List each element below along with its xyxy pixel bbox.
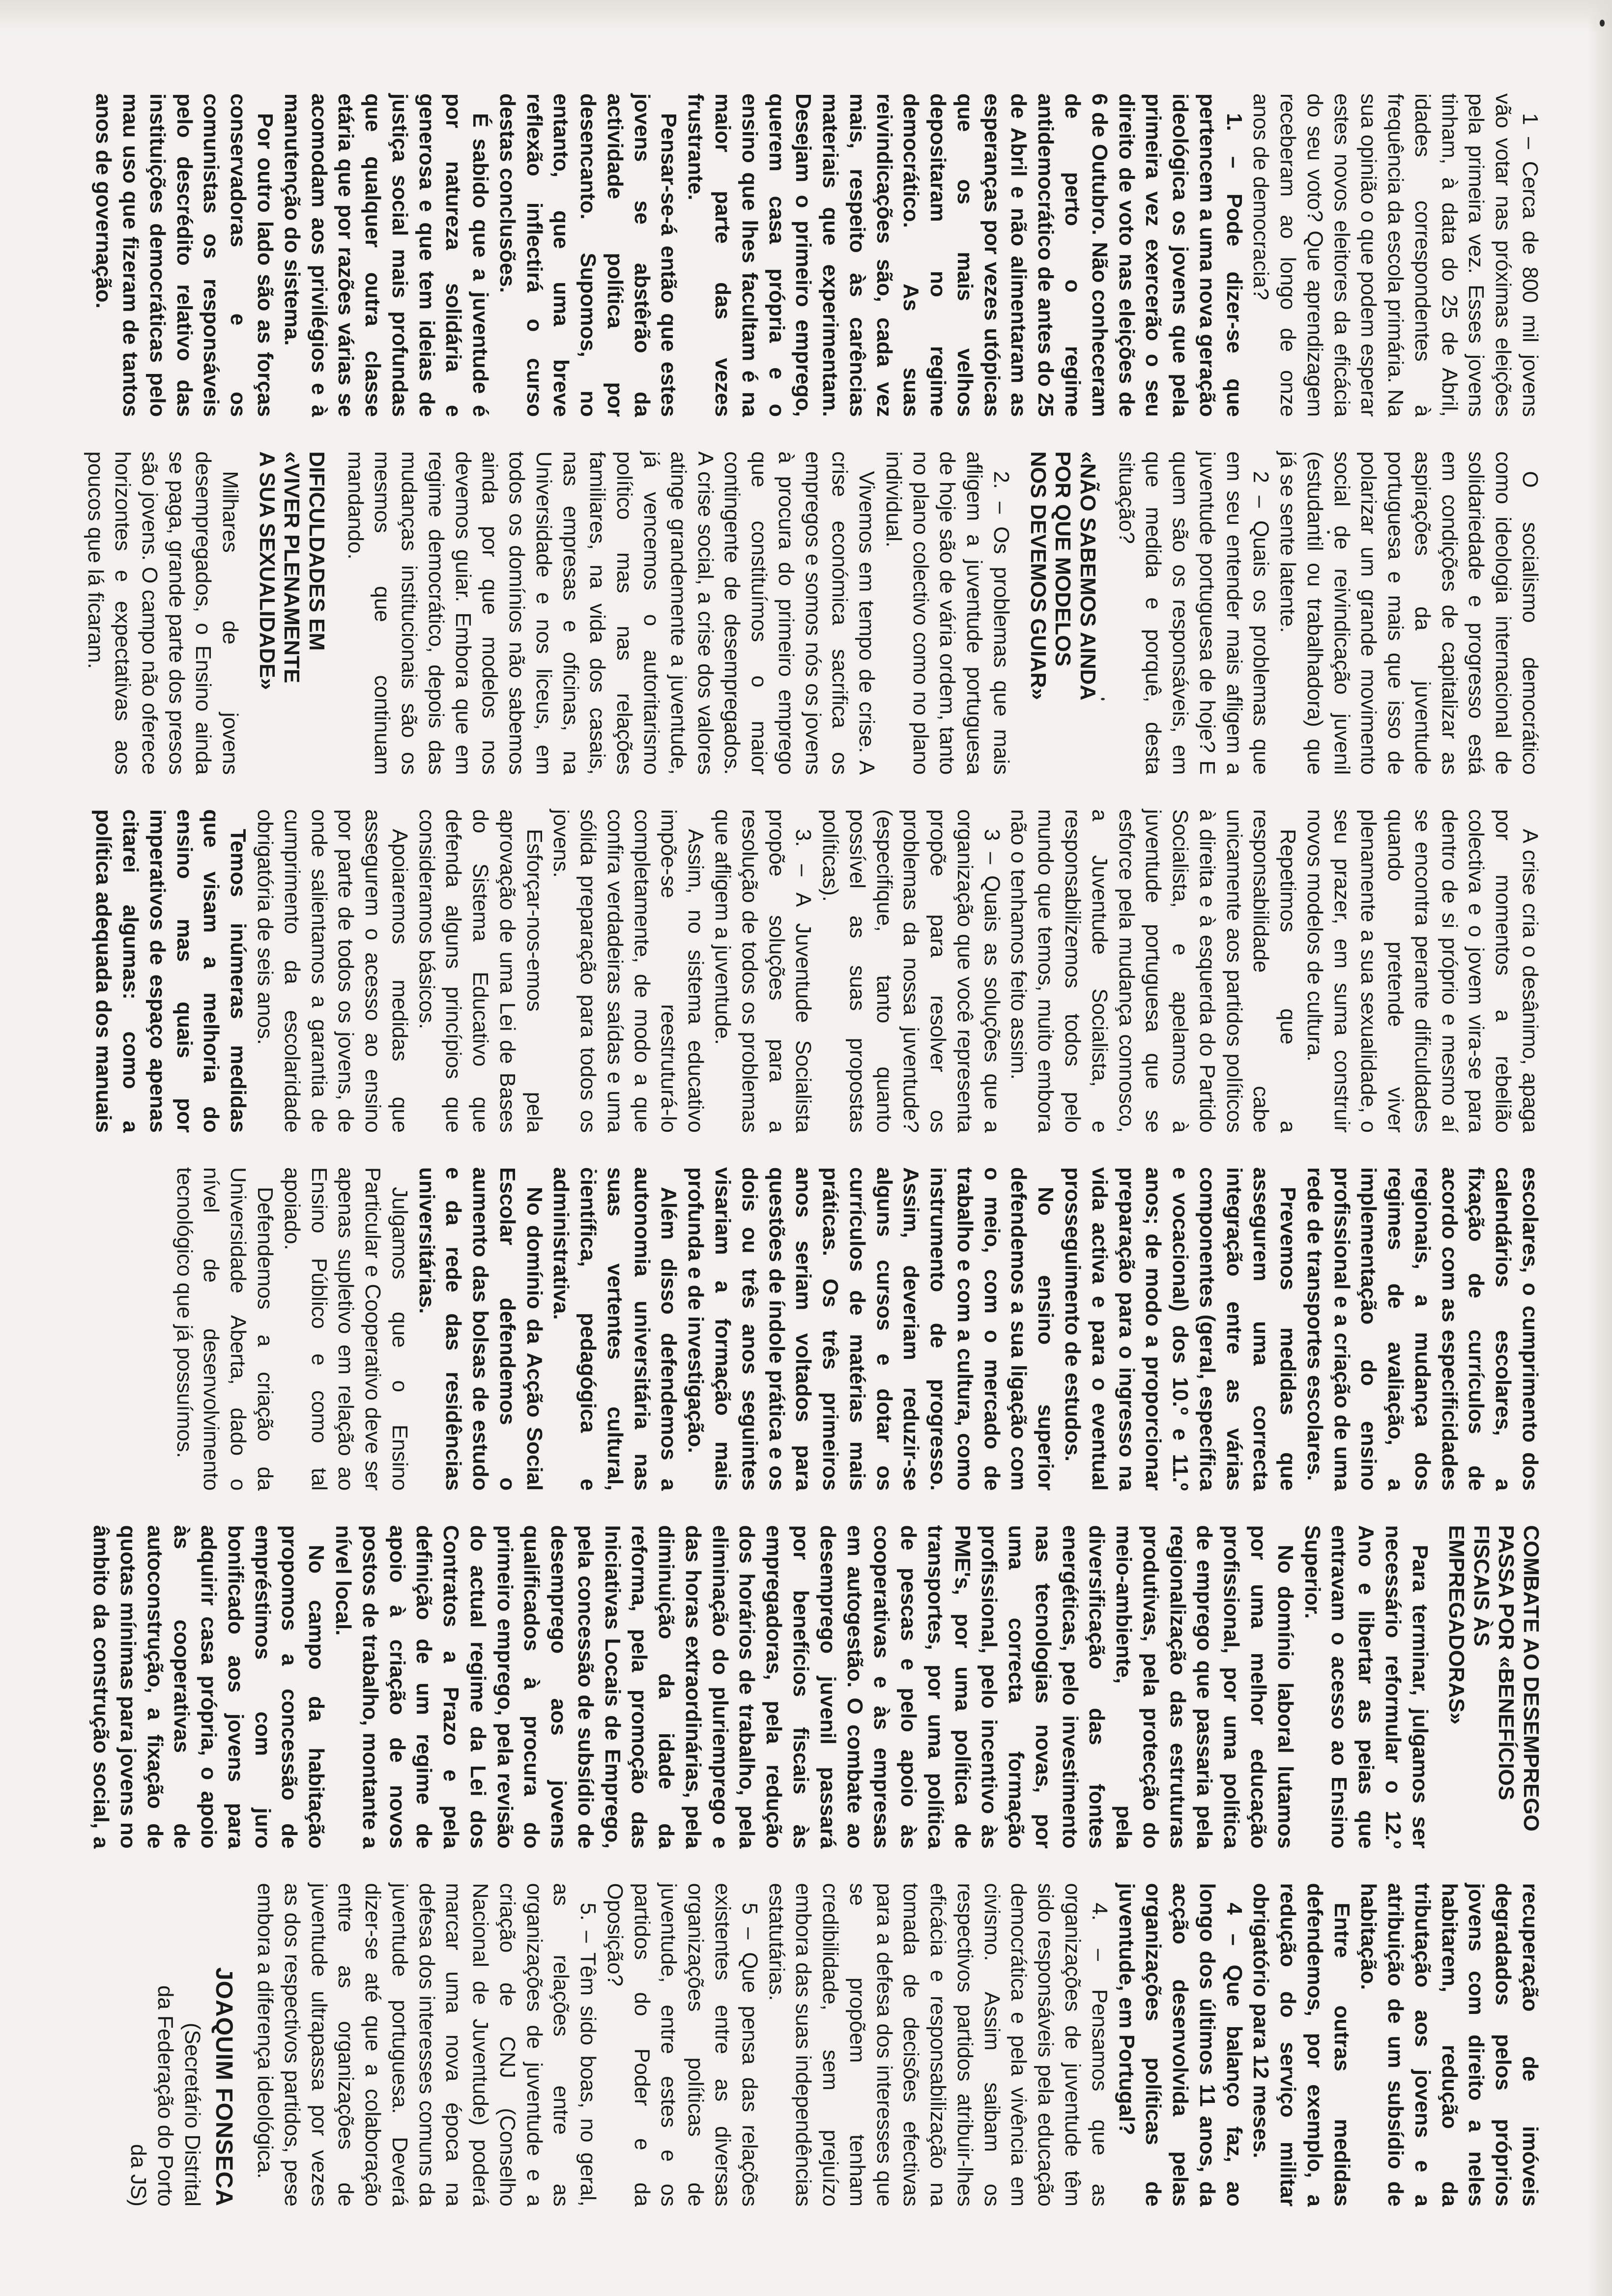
answer-3-p8: Além disso defendemos a autonomia universitária nas suas vertentes cultural, científica, pedagógica e administrativa. [549, 1167, 681, 1491]
article-columns [69, 93, 1543, 2207]
answer-3-p15: Entre outras medidas defendemos, por exemplo, a redução do serviço militar obrigatório para 12 meses. [1249, 1883, 1354, 2207]
answer-2-p4: A crise cria o desânimo, apaga por momentos a rebelião colectiva e o jovem vira-se para dentro de si próprio e mesmo aí se encontra perante dificuldades quando pretende viver plenamente a sua sexualidade, o seu prazer, em suma construir novos modelos de cultura. [1302, 809, 1542, 1133]
newspaper-page [69, 93, 1543, 2207]
subheading-line: «NÃO SABEMOS AINDA [1075, 451, 1100, 701]
question-2: 2 – Quais os problemas que em seu entender mais afligem a juventude portuguesa de hoje? E quem são os responsáveis, em que medida e porquê, desta situação? [1114, 451, 1273, 775]
subheading-line: PASSA POR «BENEFÍCIOS [1494, 1525, 1519, 1801]
answer-1-p5: O socialismo democrático como ideologia internacional de solidariedade e progresso está em condições de capitalizar as aspirações da juventude portuguesa e mais que isso de polarizar um grande movimento social de reivindicação juvenil (estudantil ou trabalhadora) que já se sente latente. [1276, 451, 1542, 775]
answer-2-p2: Vivemos em tempo de crise. A crise económica sacrifica os empregos e somos nós os jovens à procura do primeiro emprego que constituímos o maior contingente de desempregados. A crise social, a crise dos valores atinge grandemente a juventude, já vencemos o autoritarismo político mas nas relações familiares, na vida dos casais, nas empresas e oficinas, na Universidade e nos liceus, em todos os domínios não sabemos ainda por que modelos nos devemos guiar. Embora que em regime democrático, depois das mudanças institucionais são os mesmos que continuam mandando. [343, 451, 879, 775]
author-affiliation [125, 1883, 206, 2207]
affiliation-line: da Federação do Porto [153, 1985, 178, 2207]
answer-3-p13: No domínio laboral lutamos por uma melhor educação profissional, por uma política de emprego que passaria pela regionalização das estruturas produtivas, pela protecção do meio-ambiente, pela diversificação das fontes energéticas, pelo investimento nas tecnologias novas, por uma correcta formação profissional, pelo incentivo às PME's, por uma política de transportes, por uma política de pescas e pelo apoio às cooperativas e às empresas em autogestão. O combate ao desemprego juvenil passará por benefícios fiscais às empregadoras, pela redução dos horários de trabalho, pela eliminação do pluriemprego e das horas extraordinárias, pela diminuição da idade da reforma, pela promoção das Iniciativas Locais de Emprego, pela concessão de subsídio de desemprego aos jovens qualificados à procura do primeiro emprego, pela revisão do actual regime da Lei dos Contratos a Prazo e pela definição de um regime de apoio à criação de novos postos de trabalho, montante a nível local. [331, 1525, 1297, 1849]
answer-3-p4: Apoiaremos medidas que assegurem o acesso ao ensino por parte de todos os jovens, de onde salientamos a garantia de cumprimento da escolaridade obrigatória de seis anos. [253, 809, 412, 1133]
subheading-desemprego [1444, 1525, 1543, 1848]
answer-3-p2: Assim, no sistema educativo impõe-se reestruturá-lo completamente, de modo a que confira verdadeiras saídas e uma sólida preparação para todos os jovens. [549, 809, 708, 1133]
affiliation-line: (Secretário Distrital [180, 2022, 205, 2207]
answer-3-p14: No campo da habitação propomos a concessão de empréstimos com juro bonificado aos jovens para adquirir casa própria, o apoio às cooperativas de autoconstrução, a fixação de quotas mínimas para jovens no âmbito da construção social, a recuperação de imóveis degradados pelos próprios jovens com direito a neles habitarem, redução da tributação aos jovens e a atribuição de um subsídio de habitação. [89, 1525, 1542, 2207]
subheading-line: POR QUE MODELOS [1051, 451, 1075, 666]
answer-2-p3: Milhares de jovens desempregados, o Ensino ainda se paga, grande parte dos presos são jovens. O campo não oferece horizontes e expectativas aos poucos que lá ficaram. [84, 451, 243, 775]
subheading-line: COMBATE AO DESEMPREGO [1519, 1525, 1543, 1832]
question-5: 5 – Que pensa das relações existentes entre as diversas organizações políticas de juventude, entre estes e os partidos do Poder e da Oposição? [603, 1883, 762, 2207]
affiliation-line: da JS) [126, 2144, 151, 2207]
answer-3-p12: Para terminar, julgamos ser necessário reformular o 12.º Ano e libertar as peias que entravam o acesso ao Ensino Superior. [1300, 1525, 1432, 1849]
answer-3-p7: No ensino superior defendemos a sua ligação com o meio, com o mercado de trabalho e com a cultura, como instrumento de progresso. Assim, deveriam reduzir-se alguns cursos e dotar os currículos de matérias mais práticas. Os três primeiros anos seriam voltados para questões de índole prática e os dois ou três anos seguintes visariam a formação mais profunda e de investigação. [684, 1167, 1058, 1491]
answer-1-p2: Pensar-se-á então que estes jovens se abstêrão da actividade política por desencanto. Supomos, no entanto, que uma breve reflexão inflectirá o curso destas conclusões. [495, 93, 681, 417]
answer-5: 5. – Têm sido boas, no geral, as relações entre as organizações de juventude e a criação de CNJ (Conselho Nacional de Juventude) poderá marcar uma nova época na defesa dos interesses comuns da juventude portuguesa. Deverá dizer-se até que a colaboração entre as organizações de juventude ultrapassa por vezes as dos respectivos partidos, pese embora a diferença ideológica. [253, 1883, 601, 2207]
answer-4: 4. – Pensamos que as organizações de juventude têm sido responsáveis pela educação democrática e pela vivência em civismo. Assim saibam os respectivos partidos atribuir-lhes eficácia e responsabilização na tomada de decisões efectivas para a defesa dos interesses que se propõem tenham credibilidade, sem prejuízo embora das suas independências estatutárias. [764, 1883, 1112, 2207]
subheading-line: FISCAIS ÀS EMPREGADORAS» [1444, 1525, 1494, 1725]
answer-3-p10: Julgamos que o Ensino Particular e Cooperativo deve ser apenas supletivo em relação ao Ensino Público e como tal apoiado. [280, 1167, 412, 1491]
answer-3: 3. – A Juventude Socialista propõe soluções para a resolução de todos os problemas que afligem a juventude. [711, 809, 816, 1133]
answer-3-p3: Esforçar-nos-emos pela aprovação de uma Lei de Bases do Sistema Educativo que defenda alguns princípios que consideramos básicos. [414, 809, 547, 1133]
author-signature: JOAQUIM FONSECA [211, 1967, 237, 2207]
answer-3-p6: Prevemos medidas que assegurem uma correcta integração entre as várias componentes (geral, específica e vocacional) dos 10.º e 11.º anos; de modo a proporcionar preparação para o ingresso na vida activa e para o eventual prosseguimento de estudos. [1060, 1167, 1300, 1491]
answer-1-p3: É sabido que a juventude é por natureza solidária e generosa e que tem ideias de justiça social mais profundas que qualquer outra classe etária que por razões várias se acomodam aos privilégios e à manutenção do sistema. [280, 93, 493, 417]
subheading-line: A SUA SEXUALIDADE» [255, 451, 279, 690]
question-1: 1 – Cerca de 800 mil jovens vão votar nas próximas eleições pela primeira vez. Esses jovens tinham, à data do 25 de Abril, idades correspondentes à frequência da escola primária. Na sua opinião o que podem esperar estes novos eleitores da eficácia do seu voto? Que aprendizagem receberam ao longo de onze anos de democracia? [1249, 93, 1542, 417]
answer-1: 1. – Pode dizer-se que pertencem a uma nova geração ideológica os jovens que pela primeira vez exercerão o seu direito de voto nas eleições de 6 de Outubro. Não conheceram de perto o regime antidemocrático de antes do 25 de Abril e não alimentaram as esperanças por vezes utópicas que os mais velhos depositaram no regime democrático. As suas reivindicações são, cada vez mais, respeito às carências materiais que experimentam. Desejam o primeiro emprego, querem casa própria e o ensino que lhes facultam é na maior parte das vezes frustrante. [684, 93, 1246, 417]
answer-2-p5: Repetimos que a responsabilidade cabe unicamente aos partidos políticos à direita e à esquerda do Partido Socialista, e apelamos à juventude portuguesa que se esforce pela mudança connosco, a Juventude Socialista, e responsabilizemos todos pelo mundo que temos, muito embora não o tenhamos feito assim. [1007, 809, 1300, 1133]
scan-top-edge [0, 0, 1612, 34]
subheading-line: «VIVER PLENAMENTE [280, 451, 304, 684]
question-3: 3 – Quais as soluções que a organização que você representa propõe para resolver os problemas da nossa juventude? (especifique, tanto quanto possível as suas propostas políticas). [818, 809, 1004, 1133]
subheading-sexualidade [254, 451, 329, 775]
answer-3-p11: Defendemos a criação da Universidade Aberta, dado o nível de desenvolvimento tecnológico que já possuímos. [172, 1167, 278, 1491]
subheading-line: NOS DEVEMOS GUIAR» [1026, 451, 1050, 700]
answer-3-p5: Temos inúmeras medidas que visam a melhoria do ensino mas quais por imperativos de espaço apenas citarei algumas: como a política adequada dos manuais escolares, o cumprimento dos calendários escolares, a fixação de currículos de acordo com as especificidades regionais, a mudança dos regimes de avaliação, a implementação do ensino profissional e a criação de uma rede de transportes escolares. [91, 809, 1542, 1491]
scan-right-edge [1587, 0, 1612, 2296]
scan-speck [1600, 20, 1605, 27]
answer-3-p9: No domínio da Acção Social Escolar defendemos o aumento das bolsas de estudo e da rede das residências universitárias. [414, 1167, 547, 1491]
subheading-line: DIFICULDADES EM [304, 451, 329, 651]
subheading-modelos [1025, 451, 1100, 775]
answer-1-p4: Por outro lado são as forças conservadoras e os comunistas os responsáveis pelo descrédito relativo das instituições democráticas pelo mau uso que fizeram de tantos anos de governação. [91, 93, 278, 417]
answer-2: 2. – Os problemas que mais afligem a juventude portuguesa de hoje são de vária ordem, tanto no plano colectivo como no plano individual. [881, 451, 1013, 775]
question-4: 4 – Que balanço faz, ao longo dos últimos 11 anos, da acção desenvolvida pelas organizações políticas de juventude, em Portugal? [1114, 1883, 1246, 2207]
